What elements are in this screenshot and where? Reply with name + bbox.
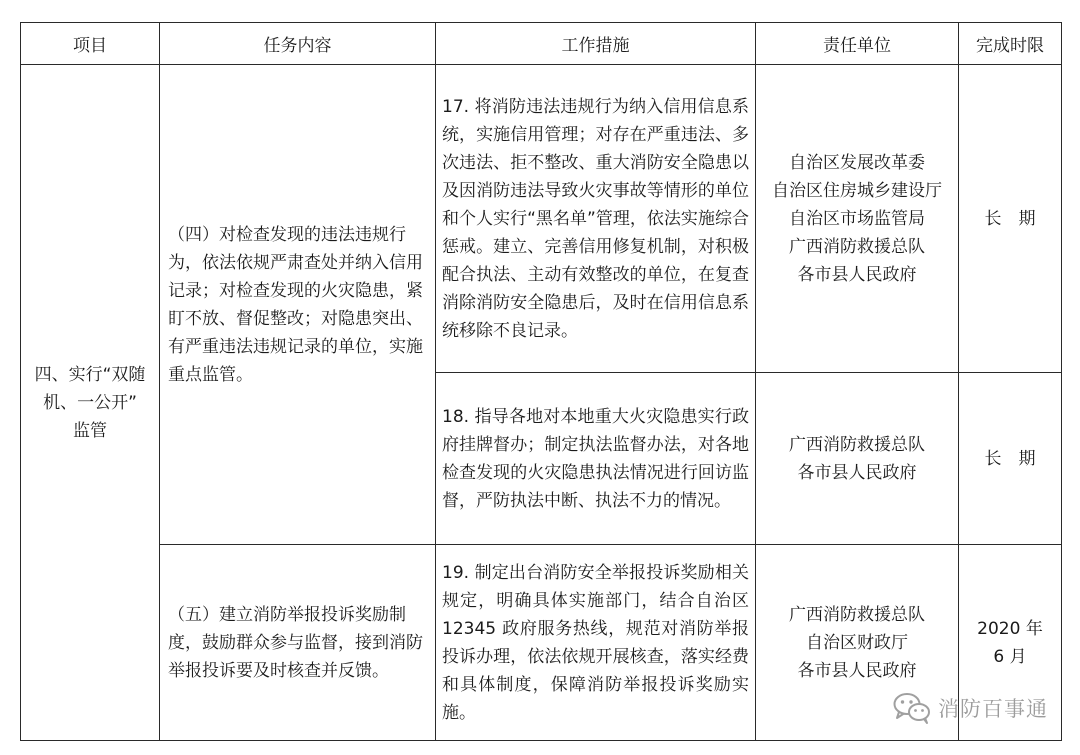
measure-cell [436, 65, 756, 373]
unit-line: 广西消防救援总队 [789, 434, 925, 455]
deadline-cell [959, 65, 1062, 373]
measure-cell [436, 545, 756, 741]
project-cell [21, 65, 160, 741]
table-header-row [21, 23, 1062, 65]
unit-line: 自治区财政厅 [806, 632, 908, 653]
table-row [21, 65, 1062, 373]
deadline-line: 6 月 [993, 646, 1027, 667]
project-line: 监管 [73, 420, 107, 441]
policy-table [20, 22, 1062, 741]
unit-line: 各市县人民政府 [797, 264, 917, 285]
project-line: 机、一公开” [43, 392, 137, 413]
deadline-line: 长 期 [984, 208, 1036, 229]
header-task: 任务内容 [160, 23, 436, 65]
task-text: （五）建立消防举报投诉奖励制度，鼓励群众参与监督，接到消防举报投诉要及时核查并反馈。 [168, 604, 423, 681]
unit-cell [756, 65, 959, 373]
header-project: 项目 [21, 23, 160, 65]
unit-line: 广西消防救援总队 [789, 236, 925, 257]
header-deadline: 完成时限 [959, 23, 1062, 65]
measure-text: 19. 制定出台消防安全举报投诉奖励相关规定，明确具体实施部门，结合自治区 12345 政府服务热线，规范对消防举报投诉办理，依法依规开展核查，落实经费和具体制度，保障消防举报投诉奖励实施。 [442, 562, 749, 723]
deadline-line: 长 期 [984, 448, 1036, 469]
header-measures: 工作措施 [436, 23, 756, 65]
measure-cell [436, 373, 756, 545]
project-line: 四、实行“双随 [34, 364, 146, 385]
unit-line: 自治区发展改革委 [789, 152, 925, 173]
watermark-text: 消防百事通 [938, 697, 1048, 721]
unit-cell [756, 373, 959, 545]
unit-line: 自治区市场监管局 [789, 208, 925, 229]
unit-line: 自治区住房城乡建设厅 [772, 180, 942, 201]
task-cell [160, 545, 436, 741]
wechat-icon [892, 691, 932, 725]
task-cell [160, 65, 436, 545]
unit-line: 各市县人民政府 [797, 660, 917, 681]
deadline-line: 2020 年 [977, 618, 1043, 639]
measure-text: 18. 指导各地对本地重大火灾隐患实行政府挂牌督办；制定执法监督办法，对各地检查发现的火灾隐患执法情况进行回访监督，严防执法中断、执法不力的情况。 [442, 406, 749, 511]
unit-line: 广西消防救援总队 [789, 604, 925, 625]
watermark [892, 691, 1048, 725]
task-text: （四）对检查发现的违法违规行为，依法依规严肃查处并纳入信用记录；对检查发现的火灾隐患，紧盯不放、督促整改；对隐患突出、有严重违法违规记录的单位，实施重点监管。 [168, 224, 423, 385]
header-unit: 责任单位 [756, 23, 959, 65]
measure-text: 17. 将消防违法违规行为纳入信用信息系统，实施信用管理；对存在严重违法、多次违法、拒不整改、重大消防安全隐患以及因消防违法导致火灾事故等情形的单位和个人实行“黑名单”管理，依法实施综合惩戒。建立、完善信用修复机制，对积极配合执法、主动有效整改的单位，在复查消除消防安全隐患后，及时在信用信息系统移除不良记录。 [442, 96, 749, 341]
deadline-cell [959, 373, 1062, 545]
unit-line: 各市县人民政府 [797, 462, 917, 483]
